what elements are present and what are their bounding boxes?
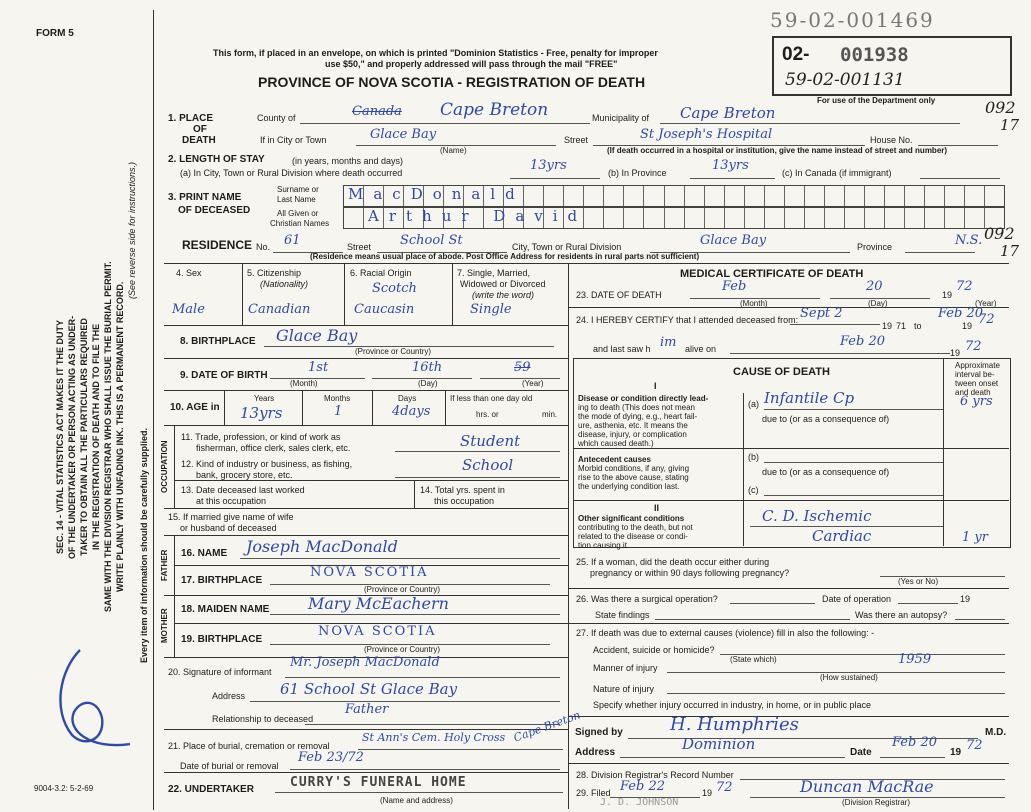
certify-label: 24. I HEREBY CERTIFY that I attended deceased from: xyxy=(576,315,799,325)
signed-date-value: Feb 20 xyxy=(892,735,937,750)
stay-b-underline xyxy=(690,178,775,179)
md-label: M.D. xyxy=(985,727,1007,738)
father-birthplace-label: 17. BIRTHPLACE xyxy=(181,575,263,586)
other-interval: 1 yr xyxy=(962,530,988,545)
racial-origin-value-2: Caucasin xyxy=(354,302,415,317)
signed-by-label: Signed by xyxy=(575,727,623,738)
side-notice-8: Every item of information should be carefully supplied. xyxy=(139,427,149,663)
yes-no-caption: (Yes or No) xyxy=(898,577,939,586)
manner-hw-year: 1959 xyxy=(898,652,932,667)
dept-code-2: 17 xyxy=(1000,116,1020,134)
attended-from: Sept 2 xyxy=(800,306,843,321)
county-value: Cape Breton xyxy=(440,100,549,120)
residence-label: RESIDENCE xyxy=(182,238,253,252)
medical-certificate-title: MEDICAL CERTIFICATE OF DEATH xyxy=(680,268,864,280)
residence-note: (Residence means usual place of abode. Post Office Address for residents in rural parts not sufficient) xyxy=(310,252,700,261)
grid-line xyxy=(164,358,568,359)
occupation-12-label-1: 12. Kind of industry or business, as fishing, xyxy=(181,459,353,469)
disease-label-5: disease, injury, or complication xyxy=(578,430,687,439)
cause-b-due-to: due to (or as a consequence of) xyxy=(762,467,890,477)
side-notice-6: WRITE PLAINLY WITH UNFADING INK. THIS IS A PERMANENT RECORD. xyxy=(115,281,125,593)
dob-year: 59 xyxy=(514,360,531,375)
occupation-side-label: OCCUPATION xyxy=(160,440,169,494)
age-label: 10. AGE in xyxy=(170,402,220,413)
stay-a-underline xyxy=(510,178,600,179)
side-notice-7: (See reverse side for instructions.) xyxy=(127,161,137,299)
surgery-underline xyxy=(730,603,815,604)
cause-b-label: (b) xyxy=(748,452,759,462)
mother-maiden-value: Mary McEachern xyxy=(308,594,449,613)
other-label-2: contributing to the death, but not xyxy=(578,523,693,532)
external-cause-label: 27. If death was due to external causes (violence) fill in also the following: - xyxy=(576,628,875,638)
grid-line xyxy=(452,263,453,325)
record-number-label: 28. Division Registrar's Record Number xyxy=(576,770,734,780)
stay-c-underline xyxy=(920,178,1000,179)
undertaker-caption: (Name and address) xyxy=(380,796,453,805)
hrs-label: hrs. or xyxy=(476,410,499,419)
occupation-12-underline xyxy=(395,477,560,478)
cause-c-underline xyxy=(764,495,943,496)
date-of-operation-underline xyxy=(898,603,958,604)
interval-label-1: Approximate xyxy=(955,361,1000,370)
dob-day: 16th xyxy=(412,360,443,375)
name-label-2: OF DECEASED xyxy=(178,205,251,216)
burial-place-underline xyxy=(358,749,563,750)
residence-province-underline xyxy=(905,252,975,253)
residence-province-value: N.S. xyxy=(955,233,983,248)
cause-a-underline xyxy=(764,409,943,410)
burial-date-label: Date of burial or removal xyxy=(180,761,279,771)
stay-b-value: 13yrs xyxy=(712,158,749,173)
grid-line xyxy=(164,325,568,326)
undertaker-value: CURRY'S FUNERAL HOME xyxy=(290,775,467,790)
dob-month: 1st xyxy=(308,360,329,375)
grid-line xyxy=(164,772,568,773)
occupation-14-label-2: this occupation xyxy=(434,496,495,506)
death-month: Feb xyxy=(722,279,747,294)
death-year-caption: (Year) xyxy=(975,299,997,308)
grid-line xyxy=(568,623,1009,624)
relationship-underline xyxy=(305,724,560,725)
last-seen-date: Feb 20 xyxy=(840,334,885,349)
birthplace-caption: (Province or Country) xyxy=(355,347,432,356)
bottom-stamp: J. D. JOHNSON xyxy=(600,797,679,808)
date-of-operation-label: Date of operation xyxy=(822,594,892,604)
side-notice-3: TAKER TO OBTAIN ALL THE PARTICULARS REQUIRED xyxy=(79,318,89,556)
residence-street-label: Street xyxy=(347,242,372,252)
attended-from-underline xyxy=(790,324,880,325)
marital-label-2: Widowed or Divorced xyxy=(460,279,546,289)
print-code: 9004-3.2: 5-2-69 xyxy=(34,784,94,793)
mother-birthplace-label: 19. BIRTHPLACE xyxy=(181,634,263,645)
top-stamp-number: 59-02-001469 xyxy=(770,8,935,32)
signed-date-label: Date xyxy=(850,747,872,758)
section-roman-1: I xyxy=(654,381,657,391)
cause-c-label: (c) xyxy=(748,485,759,495)
date-of-death-label: 23. DATE OF DEATH xyxy=(576,290,662,300)
state-which-caption: (State which) xyxy=(730,655,777,664)
antecedent-label-1: Antecedent causes xyxy=(578,455,651,464)
dept-code-3: 092 xyxy=(984,224,1015,243)
spouse-label-1: 15. If married give name of wife xyxy=(168,512,294,522)
registration-number-handwritten: 59-02-001131 xyxy=(785,70,905,90)
other-label-1: Other significant conditions xyxy=(578,514,685,523)
findings-label: State findings xyxy=(595,610,650,620)
last-saw-label: and last saw h xyxy=(593,344,651,354)
margin-scribble-mark xyxy=(30,640,150,755)
autopsy-label: Was there an autopsy? xyxy=(855,610,948,620)
other-condition-2: Cardiac xyxy=(812,527,872,545)
residence-city-label: City, Town or Rural Division xyxy=(512,242,622,252)
findings-underline xyxy=(655,619,850,620)
surname-label-2: Last Name xyxy=(277,195,316,204)
grid-line xyxy=(164,425,568,426)
autopsy-underline xyxy=(955,619,1005,620)
given-label-2: Christian Names xyxy=(270,219,330,228)
municipality-label: Municipality of xyxy=(592,113,650,123)
sex-value: Male xyxy=(172,302,205,317)
stay-a-label: (a) In City, Town or Rural Division where death occurred xyxy=(180,168,403,178)
dob-year-caption: (Year) xyxy=(522,379,544,388)
father-side-label: FATHER xyxy=(160,549,169,581)
marital-value: Single xyxy=(470,302,512,317)
stay-a-value: 13yrs xyxy=(530,158,567,173)
nature-label: Nature of injury xyxy=(593,684,655,694)
grid-line xyxy=(568,588,1009,589)
form-title: PROVINCE OF NOVA SCOTIA - REGISTRATION OF DEATH xyxy=(258,74,646,90)
relationship-value: Father xyxy=(345,702,389,717)
pregnancy-label-1: 25. If a woman, did the death occur either during xyxy=(576,557,770,567)
occupation-13-label-2: at this occupation xyxy=(196,496,267,506)
divider-main-top xyxy=(164,263,1009,264)
other-condition-1: C. D. Ischemic xyxy=(762,507,872,525)
burial-place-label: 21. Place of burial, cremation or removal xyxy=(168,741,330,751)
manner-label: Manner of injury xyxy=(593,663,658,673)
occupation-13-label-1: 13. Date deceased last worked xyxy=(181,485,305,495)
disease-label-4: ure, asthenia, etc. It means the xyxy=(578,421,688,430)
side-notice-4: IN THE REGISTRATION OF DEATH AND TO FILE THE xyxy=(91,323,101,551)
registrar-signature: Duncan MacRae xyxy=(800,777,934,796)
county-struck-value: Canada xyxy=(352,104,402,119)
grid-line xyxy=(573,500,1009,501)
stay-b-label: (b) In Province xyxy=(608,168,667,178)
signed-year-prefix: 19 xyxy=(950,747,962,758)
attended-to: Feb 20 xyxy=(938,306,983,321)
last-seen-year-prefix: 19 xyxy=(950,348,961,358)
burial-date-value: Feb 23/72 xyxy=(298,750,364,765)
residence-street-value: School St xyxy=(400,233,463,248)
interval-label-2: interval be- xyxy=(955,370,995,379)
attended-from-year-prefix: 19 xyxy=(882,321,893,331)
filed-year-prefix: 19 xyxy=(702,788,713,798)
undertaker-underline xyxy=(275,792,563,793)
nature-underline xyxy=(667,693,1005,694)
alive-on-label: alive on xyxy=(685,344,717,354)
age-days-value: 4days xyxy=(392,404,431,419)
intro-line-2: use $50," and properly addressed will pass through the mail "FREE" xyxy=(325,59,618,69)
dob-year-underline xyxy=(480,378,560,379)
dept-code-1: 092 xyxy=(985,98,1016,117)
stay-sub: (in years, months and days) xyxy=(292,156,404,166)
other-label-4: tion causing it. xyxy=(578,541,630,550)
age-years-caption: Years xyxy=(254,394,275,403)
grid-line xyxy=(302,390,303,425)
grid-line xyxy=(164,508,568,509)
department-use-label: For use of the Department only xyxy=(817,96,936,105)
antecedent-label-4: the underlying condition last. xyxy=(578,482,680,491)
grid-line xyxy=(568,763,1009,764)
divider-center-vertical xyxy=(568,263,569,809)
death-month-caption: (Month) xyxy=(740,299,768,308)
death-day: 20 xyxy=(866,279,883,294)
cause-b-underline xyxy=(764,462,943,463)
to-label: to xyxy=(914,321,922,331)
grid-line xyxy=(164,729,568,730)
antecedent-label-3: rise to the above cause, stating xyxy=(578,473,689,482)
grid-line xyxy=(445,390,446,425)
accident-label: Accident, suicide or homicide? xyxy=(593,645,715,655)
residence-no-label: No. xyxy=(256,242,271,252)
occupation-12-value: School xyxy=(462,456,514,474)
grid-line xyxy=(573,448,1009,449)
section-roman-2: II xyxy=(654,503,660,513)
disease-label-6: which caused death.) xyxy=(578,439,654,448)
grid-line xyxy=(174,480,568,481)
form-number: FORM 5 xyxy=(36,28,74,39)
registration-prefix: 02- xyxy=(782,44,810,65)
informant-address-underline xyxy=(250,701,560,702)
burial-place-extra: Cape Breton xyxy=(511,708,583,745)
grid-line xyxy=(943,358,944,546)
informant-underline xyxy=(285,677,560,678)
interval-label-4: and death xyxy=(955,388,991,397)
cause-a-label: (a) xyxy=(748,399,759,409)
dob-day-caption: (Day) xyxy=(418,379,438,388)
min-label: min. xyxy=(542,410,558,419)
grid-line xyxy=(372,390,373,425)
occupation-12-label-2: bank, grocery store, etc. xyxy=(196,470,293,480)
residence-no-value: 61 xyxy=(284,233,301,248)
occupation-11-value: Student xyxy=(460,432,521,450)
occupation-11-underline xyxy=(395,451,560,452)
place-label-2: OF xyxy=(193,124,207,135)
father-name-underline xyxy=(240,558,560,559)
informant-address-label: Address xyxy=(212,691,246,701)
cause-a-value: Infantile Cp xyxy=(764,389,855,407)
address-label: Address xyxy=(575,747,616,758)
informant-address-value: 61 School St Glace Bay xyxy=(280,680,458,698)
grid-line xyxy=(743,393,744,546)
registration-number: 001938 xyxy=(840,44,909,66)
place-label-3: DEATH xyxy=(182,135,216,146)
other-label-3: related to the disease or condi- xyxy=(578,532,688,541)
marital-label-3: (write the word) xyxy=(472,290,535,300)
stay-label: 2. LENGTH OF STAY xyxy=(168,154,265,165)
city-label: If in City or Town xyxy=(260,135,327,145)
side-notice-5: SAME WITH THE DIVISION REGISTRAR WHO SHALL ISSUE THE BURIAL PERMIT. xyxy=(103,261,113,613)
specify-label: Specify whether injury occurred in industry, in home, or in public place xyxy=(593,700,871,710)
father-birthplace-value: NOVA SCOTIA xyxy=(310,565,429,580)
surgery-label: 26. Was there a surgical operation? xyxy=(576,594,718,604)
mother-side-label: MOTHER xyxy=(160,608,169,644)
informant-value: Mr. Joseph MacDonald xyxy=(290,655,440,670)
pregnancy-label-2: pregnancy or within 90 days following pregnancy? xyxy=(590,568,790,578)
birthplace-value: Glace Bay xyxy=(276,326,358,345)
occupation-14-label-1: 14. Total yrs. spent in xyxy=(420,485,505,495)
marital-label-1: 7. Single, Married, xyxy=(457,268,531,278)
father-name-value: Joseph MacDonald xyxy=(246,537,398,556)
attended-to-year-prefix: 19 xyxy=(962,321,973,331)
dob-label: 9. DATE OF BIRTH xyxy=(180,370,268,381)
cause-a-interval: 6 yrs xyxy=(960,394,993,409)
signed-by-value: H. Humphries xyxy=(670,714,799,735)
spouse-label-2: or husband of deceased xyxy=(180,523,277,533)
county-underline xyxy=(300,123,590,124)
less-than-day-label: If less than one day old xyxy=(450,394,533,403)
mother-birthplace-caption: (Province or Country) xyxy=(364,645,441,654)
disease-label-3: the mode of dying, e.g., heart fail- xyxy=(578,412,698,421)
city-value: Glace Bay xyxy=(370,127,437,142)
city-name-caption: (Name) xyxy=(440,146,467,155)
cause-of-death-title: CAUSE OF DEATH xyxy=(733,366,830,378)
residence-city-value: Glace Bay xyxy=(700,233,767,248)
house-no-label: House No. xyxy=(870,135,913,145)
side-notice-1: SEC. 14 - VITAL STATISTICS ACT MAKES IT THE DUTY xyxy=(55,320,65,555)
attended-from-year: 71 xyxy=(896,321,907,331)
father-name-label: 16. NAME xyxy=(181,548,228,559)
last-saw-pronoun: im xyxy=(660,335,677,350)
age-days-caption: Days xyxy=(398,394,417,403)
age-years-value: 13yrs xyxy=(240,404,283,422)
municipality-value: Cape Breton xyxy=(680,104,776,122)
racial-origin-label: 6. Racial Origin xyxy=(350,268,412,278)
mother-birthplace-value: NOVA SCOTIA xyxy=(318,624,437,639)
age-months-caption: Months xyxy=(324,394,351,403)
mother-maiden-label: 18. MAIDEN NAME xyxy=(181,604,270,615)
hospital-note: (If death occurred in a hospital or institution, give the name instead of street and number) xyxy=(607,146,948,155)
last-seen-year: 72 xyxy=(965,339,982,354)
attended-to-year: 72 xyxy=(978,312,995,327)
grid-line xyxy=(414,480,415,508)
left-margin-line xyxy=(153,10,154,810)
stay-c-label: (c) In Canada (if immigrant) xyxy=(782,168,892,178)
death-year: 72 xyxy=(956,279,973,294)
racial-origin-value-1: Scotch xyxy=(372,281,417,296)
grid-line xyxy=(174,425,175,508)
father-birthplace-caption: (Province or Country) xyxy=(364,585,441,594)
county-label: County of xyxy=(257,113,296,123)
side-notice-2: OF THE UNDERTAKER OR PERSON ACTING AS UNDER- xyxy=(67,315,77,559)
burial-place-value: St Ann's Cem. Holy Cross xyxy=(362,731,506,744)
death-year-prefix: 19 xyxy=(942,290,953,300)
municipality-underline xyxy=(660,123,960,124)
disease-label-1: Disease or condition directly lead- xyxy=(578,394,709,403)
registrar-caption: (Division Registrar) xyxy=(842,798,911,807)
filed-date-value: Feb 22 xyxy=(620,779,665,794)
antecedent-label-2: Morbid conditions, if any, giving xyxy=(578,464,690,473)
disease-label-2: ing to death (This does not mean xyxy=(578,403,695,412)
interval-label-3: tween onset xyxy=(955,379,999,388)
surname-value: MacDonald xyxy=(348,185,525,203)
informant-label: 20. Signature of informant xyxy=(168,667,272,677)
citizenship-label-2: (Nationality) xyxy=(260,279,309,289)
citizenship-value: Canadian xyxy=(248,302,311,317)
filed-label: 29. Filed xyxy=(576,788,611,798)
mother-maiden-underline xyxy=(270,614,560,615)
grid-line xyxy=(174,595,175,657)
given-label-1: All Given or xyxy=(277,209,319,218)
grid-line xyxy=(224,390,225,425)
street-value: St Joseph's Hospital xyxy=(640,127,773,142)
surname-label-1: Surname or xyxy=(277,185,319,194)
occupation-11-label-2: fisherman, office clerk, sales clerk, etc. xyxy=(196,443,351,453)
grid-line xyxy=(242,263,243,325)
age-months-value: 1 xyxy=(334,404,343,419)
street-label: Street xyxy=(564,135,589,145)
relationship-label: Relationship to deceased xyxy=(212,714,314,724)
filed-year: 72 xyxy=(716,780,733,795)
signed-date-underline xyxy=(880,757,945,758)
signed-year: 72 xyxy=(966,738,983,753)
name-label-1: 3. PRINT NAME xyxy=(168,192,242,203)
given-name-value: Arthur David xyxy=(368,207,588,225)
residence-province-label: Province xyxy=(857,242,893,252)
death-day-caption: (Day) xyxy=(868,299,888,308)
dept-code-4: 17 xyxy=(1000,242,1020,260)
operation-year-prefix: 19 xyxy=(960,594,971,604)
burial-date-underline xyxy=(290,769,560,770)
place-label-1: 1. PLACE xyxy=(168,113,214,124)
last-seen-underline xyxy=(730,353,950,354)
cause-a-due-to: due to (or as a consequence of) xyxy=(762,414,890,424)
occupation-11-label-1: 11. Trade, profession, or kind of work as xyxy=(181,432,341,442)
citizenship-label-1: 5. Citizenship xyxy=(247,268,302,278)
grid-line xyxy=(344,263,345,325)
address-value: Dominion xyxy=(682,735,756,753)
dob-month-caption: (Month) xyxy=(290,379,318,388)
how-sustained-caption: (How sustained) xyxy=(820,673,878,682)
address-underline xyxy=(620,757,845,758)
birthplace-label: 8. BIRTHPLACE xyxy=(180,336,256,347)
intro-line-1: This form, if placed in an envelope, on which is printed "Dominion Statistics - Free, penalty for improper xyxy=(213,48,658,58)
sex-label: 4. Sex xyxy=(176,268,202,278)
grid-line xyxy=(164,535,568,536)
undertaker-label: 22. UNDERTAKER xyxy=(168,784,254,795)
